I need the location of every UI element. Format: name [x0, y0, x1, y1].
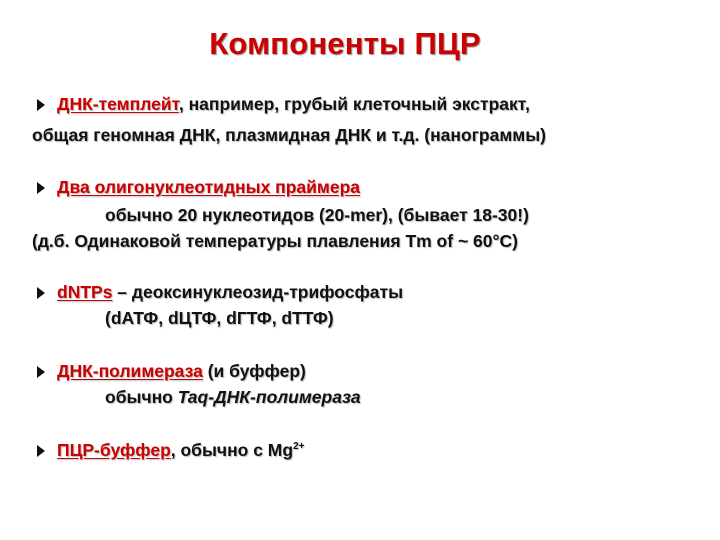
item-1-line-1	[57, 94, 530, 115]
triangle-bullet-icon	[37, 99, 45, 111]
item-5-sup: 2+	[293, 441, 305, 453]
triangle-bullet-icon	[37, 445, 45, 457]
item-5-highlight: ПЦР-буффер	[57, 440, 171, 460]
slide-title: Компоненты ПЦР	[209, 26, 481, 61]
item-5-text: , обычно с Mg	[170, 440, 294, 460]
item-1-text: , например, грубый клеточный экстракт,	[178, 94, 530, 114]
item-4-highlight: ДНК-полимераза	[57, 361, 203, 381]
item-2-line-3-text: (д.б. Одинаковой температуры плавления Tm of ~ 60°C)	[32, 231, 518, 251]
item-4-line-2	[105, 387, 361, 408]
item-5-line-1	[57, 440, 304, 461]
item-1-continuation: общая геномная ДНК, плазмидная ДНК и т.д. (нанограммы)	[32, 125, 547, 145]
item-2-line-1	[57, 177, 360, 198]
item-1-highlight: ДНК-темплейт	[57, 94, 179, 114]
item-4-line-1	[57, 361, 306, 382]
triangle-bullet-icon	[37, 182, 45, 194]
item-3-line-2-text: (dАТФ, dЦТФ, dГТФ, dТТФ)	[105, 308, 334, 328]
item-4-line-2-prefix: обычно	[105, 387, 178, 407]
item-3-line-2	[105, 308, 334, 329]
item-3-line-1	[57, 282, 403, 303]
item-2-highlight: Два олигонуклеотидных праймера	[57, 177, 361, 197]
item-1-line-2	[32, 125, 546, 146]
item-2-line-2	[105, 205, 529, 226]
item-4-text: (и буффер)	[202, 361, 306, 381]
item-3-highlight: dNTPs	[57, 282, 113, 302]
item-2-line-3	[32, 231, 518, 252]
item-2-line-2-text: обычно 20 нуклеотидов (20-mer), (бывает 18-30!)	[105, 205, 529, 225]
triangle-bullet-icon	[37, 366, 45, 378]
item-4-line-2-italic: Taq-ДНК-полимераза	[177, 387, 361, 407]
item-3-text: – деоксинуклеозид-трифосфаты	[112, 282, 404, 302]
triangle-bullet-icon	[37, 287, 45, 299]
